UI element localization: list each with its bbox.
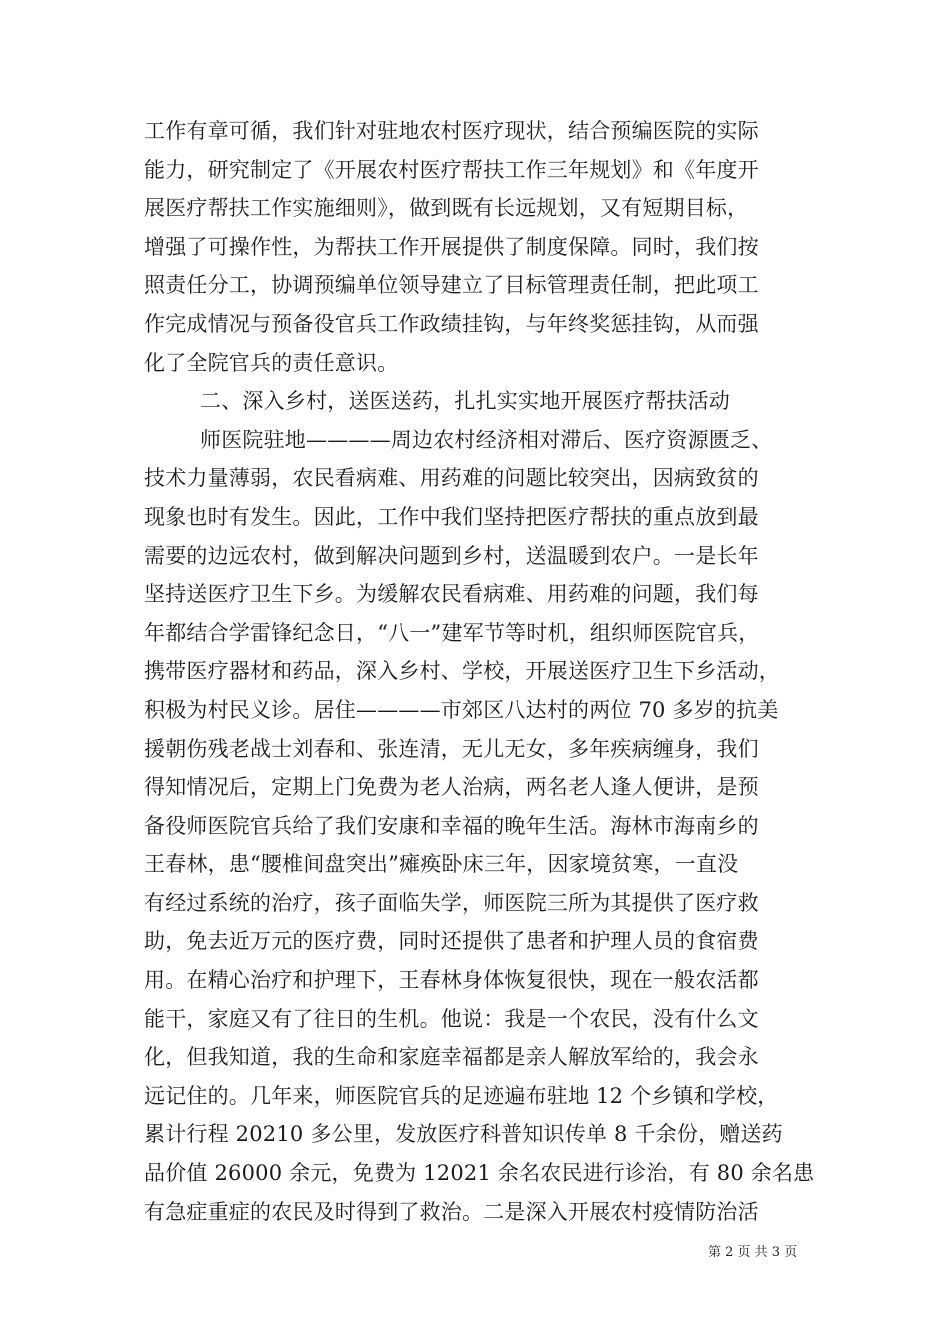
body-text xyxy=(144,112,824,1231)
text-line: 能力，研究制定了《开展农村医疗帮扶工作三年规划》和《年度开 xyxy=(144,157,759,182)
section-heading: 二、深入乡村，送医送药，扎扎实实地开展医疗帮扶活动 xyxy=(200,389,730,414)
text-line: 携带医疗器材和药品，深入乡村、学校，开展送医疗卫生下乡活动， xyxy=(144,659,780,684)
text-line: 展医疗帮扶工作实施细则》，做到既有长远规划，又有短期目标， xyxy=(144,196,749,221)
text-line: 积极为村民义诊。居住————市郊区八达村的两位 70 多岁的抗美 xyxy=(144,697,779,722)
text-line: 累计行程 20210 多公里，发放医疗科普知识传单 8 千余份，赠送药 xyxy=(144,1122,783,1147)
text-line: 备役师医院官兵给了我们安康和幸福的晚年生活。海林市海南乡的 xyxy=(144,813,759,838)
page-number: 第 2 页 共 3 页 xyxy=(708,1245,798,1260)
text-line: 照责任分工，协调预编单位领导建立了目标管理责任制，把此项工 xyxy=(144,273,759,298)
text-line: 助，免去近万元的医疗费，同时还提供了患者和护理人员的食宿费 xyxy=(144,929,759,954)
text-line: 得知情况后，定期上门免费为老人治病，两名老人逢人便讲，是预 xyxy=(144,775,759,800)
text-line: 工作有章可循，我们针对驻地农村医疗现状，结合预编医院的实际 xyxy=(144,119,759,143)
text-line: 化，但我知道，我的生命和家庭幸福都是亲人解放军给的，我会永 xyxy=(144,1045,759,1070)
text-line: 化了全院官兵的责任意识。 xyxy=(144,350,399,375)
paragraph-first-line: 师医院驻地————周边农村经济相对滞后、医疗资源匮乏、 xyxy=(200,427,773,452)
text-line: 作完成情况与预备役官兵工作政绩挂钩，与年终奖惩挂钩，从而强 xyxy=(144,311,759,336)
text-line: 有经过系统的治疗，孩子面临失学，师医院三所为其提供了医疗救 xyxy=(144,890,759,915)
text-line: 有急症重症的农民及时得到了救治。二是深入开展农村疫情防治活 xyxy=(144,1199,759,1224)
text-line: 增强了可操作性，为帮扶工作开展提供了制度保障。同时，我们按 xyxy=(144,234,759,259)
text-line: 现象也时有发生。因此，工作中我们坚持把医疗帮扶的重点放到最 xyxy=(144,504,759,529)
text-line: 能干，家庭又有了往日的生机。他说：我是一个农民，没有什么文 xyxy=(144,1006,759,1031)
text-line: 远记住的。几年来，师医院官兵的足迹遍布驻地 12 个乡镇和学校， xyxy=(144,1083,779,1108)
text-line: 技术力量薄弱，农民看病难、用药难的问题比较突出，因病致贫的 xyxy=(144,466,759,491)
text-line: 援朝伤残老战士刘春和、张连清，无儿无女，多年疾病缠身，我们 xyxy=(144,736,759,761)
text-line: 品价值 26000 余元，免费为 12021 余名农民进行诊治，有 80 余名患 xyxy=(144,1161,815,1186)
text-line: 年都结合学雷锋纪念日，“八一”建军节等时机，组织师医院官兵， xyxy=(144,620,760,645)
text-line: 坚持送医疗卫生下乡。为缓解农民看病难、用药难的问题，我们每 xyxy=(144,582,759,607)
text-line: 需要的边远农村，做到解决问题到乡村，送温暖到农户。一是长年 xyxy=(144,543,759,568)
text-line: 用。在精心治疗和护理下，王春林身体恢复很快，现在一般农活都 xyxy=(144,968,759,993)
text-line: 王春林，患“腰椎间盘突出”瘫痪卧床三年，因家境贫寒，一直没 xyxy=(144,852,739,877)
